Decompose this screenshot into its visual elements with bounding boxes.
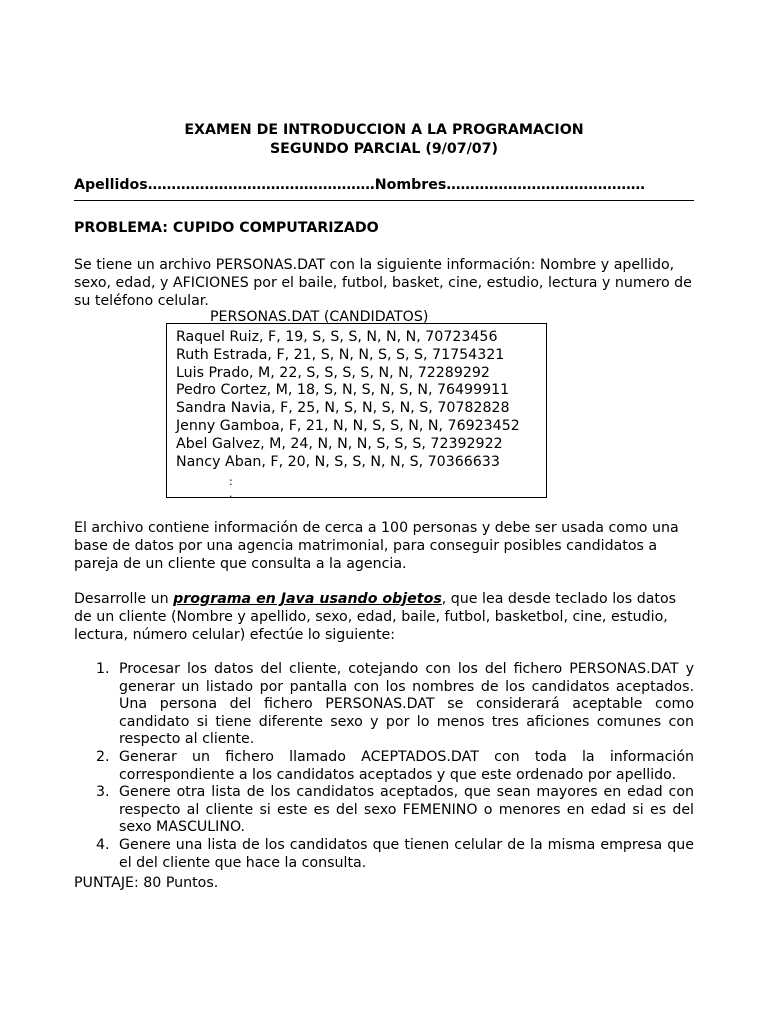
intro-paragraph: Se tiene un archivo PERSONAS.DAT con la siguiente información: Nombre y apellido, sexo, edad, y AFICIONES por el baile, futbol, basket, cine, estudio, lectura y numero de su teléfono celular. xyxy=(74,257,692,309)
name-fields-line: Apellidos…………………………………………Nombres…………………………………… xyxy=(74,177,645,193)
continuation-mark: : xyxy=(229,475,233,488)
task-number: 1. xyxy=(96,661,110,677)
task-intro-paragraph xyxy=(74,590,694,644)
record-line: Pedro Cortez, M, 18, S, N, S, N, S, N, 76499911 xyxy=(176,382,510,399)
task-item xyxy=(96,784,694,837)
task-text: Genere una lista de los candidatos que tienen celular de la misma empresa que el del cliente que hace la consulta. xyxy=(119,836,694,871)
task-item xyxy=(96,749,694,784)
record-line: Abel Galvez, M, 24, N, N, N, S, S, S, 72392922 xyxy=(176,435,503,452)
task-text: Genere otra lista de los candidatos aceptados, que sean mayores en edad con respecto al cliente si este es del sexo FEMENINO o menores en edad si es del sexo MASCULINO. xyxy=(119,784,694,836)
task-number: 3. xyxy=(96,784,110,801)
file-records-box xyxy=(166,323,547,498)
database-paragraph: El archivo contiene información de cerca a 100 personas y debe ser usada como una base de datos por una agencia matrimonial, para conseguir posibles candidatos a pareja de un cliente que consulta a la agencia. xyxy=(74,520,679,572)
score-line: PUNTAJE: 80 Puntos. xyxy=(74,875,219,891)
task-intro-end: , que lea desde teclado los datos de un cliente (Nombre y apellido, sexo, edad, baile, futbol, basketbol, cine, estudio, lectura, número celular) efectúe lo siguiente: xyxy=(74,591,677,643)
task-list xyxy=(96,661,694,872)
task-number: 4. xyxy=(96,836,110,853)
record-line: Ruth Estrada, F, 21, S, N, N, S, S, S, 71754321 xyxy=(176,346,505,363)
task-text: Procesar los datos del cliente, cotejando con los del fichero PERSONAS.DAT y generar un listado por pantalla con los nombres de los candidatos aceptados. Una persona del fichero PERSONAS.DAT se considerará aceptable como candidato si tiene diferente sexo y por lo menos tres aficiones comunes con respecto al cliente. xyxy=(119,661,694,748)
record-line: Nancy Aban, F, 20, N, S, S, N, N, S, 70366633 xyxy=(176,453,500,470)
continuation-mark: . xyxy=(229,487,233,500)
task-number: 2. xyxy=(96,748,110,765)
record-line: Raquel Ruiz, F, 19, S, S, S, N, N, N, 70723456 xyxy=(176,329,498,345)
header-divider xyxy=(74,200,694,201)
file-caption: PERSONAS.DAT (CANDIDATOS) xyxy=(210,309,429,325)
task-item xyxy=(96,837,694,872)
exam-subtitle: SEGUNDO PARCIAL (9/07/07) xyxy=(269,141,499,157)
record-line: Jenny Gamboa, F, 21, N, N, S, S, N, N, 76923452 xyxy=(176,417,520,434)
records-list xyxy=(176,329,520,500)
task-item xyxy=(96,661,694,749)
task-text: Generar un fichero llamado ACEPTADOS.DAT con toda la información correspondiente a los candidatos aceptados y que este ordenado por apellido. xyxy=(119,748,694,783)
problem-heading: PROBLEMA: CUPIDO COMPUTARIZADO xyxy=(74,220,379,236)
task-intro-start: Desarrolle un xyxy=(74,591,174,607)
record-line: Sandra Navia, F, 25, N, S, N, S, N, S, 70782828 xyxy=(176,400,510,417)
java-objects-emphasis: programa en Java usando objetos xyxy=(173,591,442,607)
exam-title: EXAMEN DE INTRODUCCION A LA PROGRAMACION xyxy=(184,122,584,138)
record-line: Luis Prado, M, 22, S, S, S, S, N, N, 72289292 xyxy=(176,364,490,381)
